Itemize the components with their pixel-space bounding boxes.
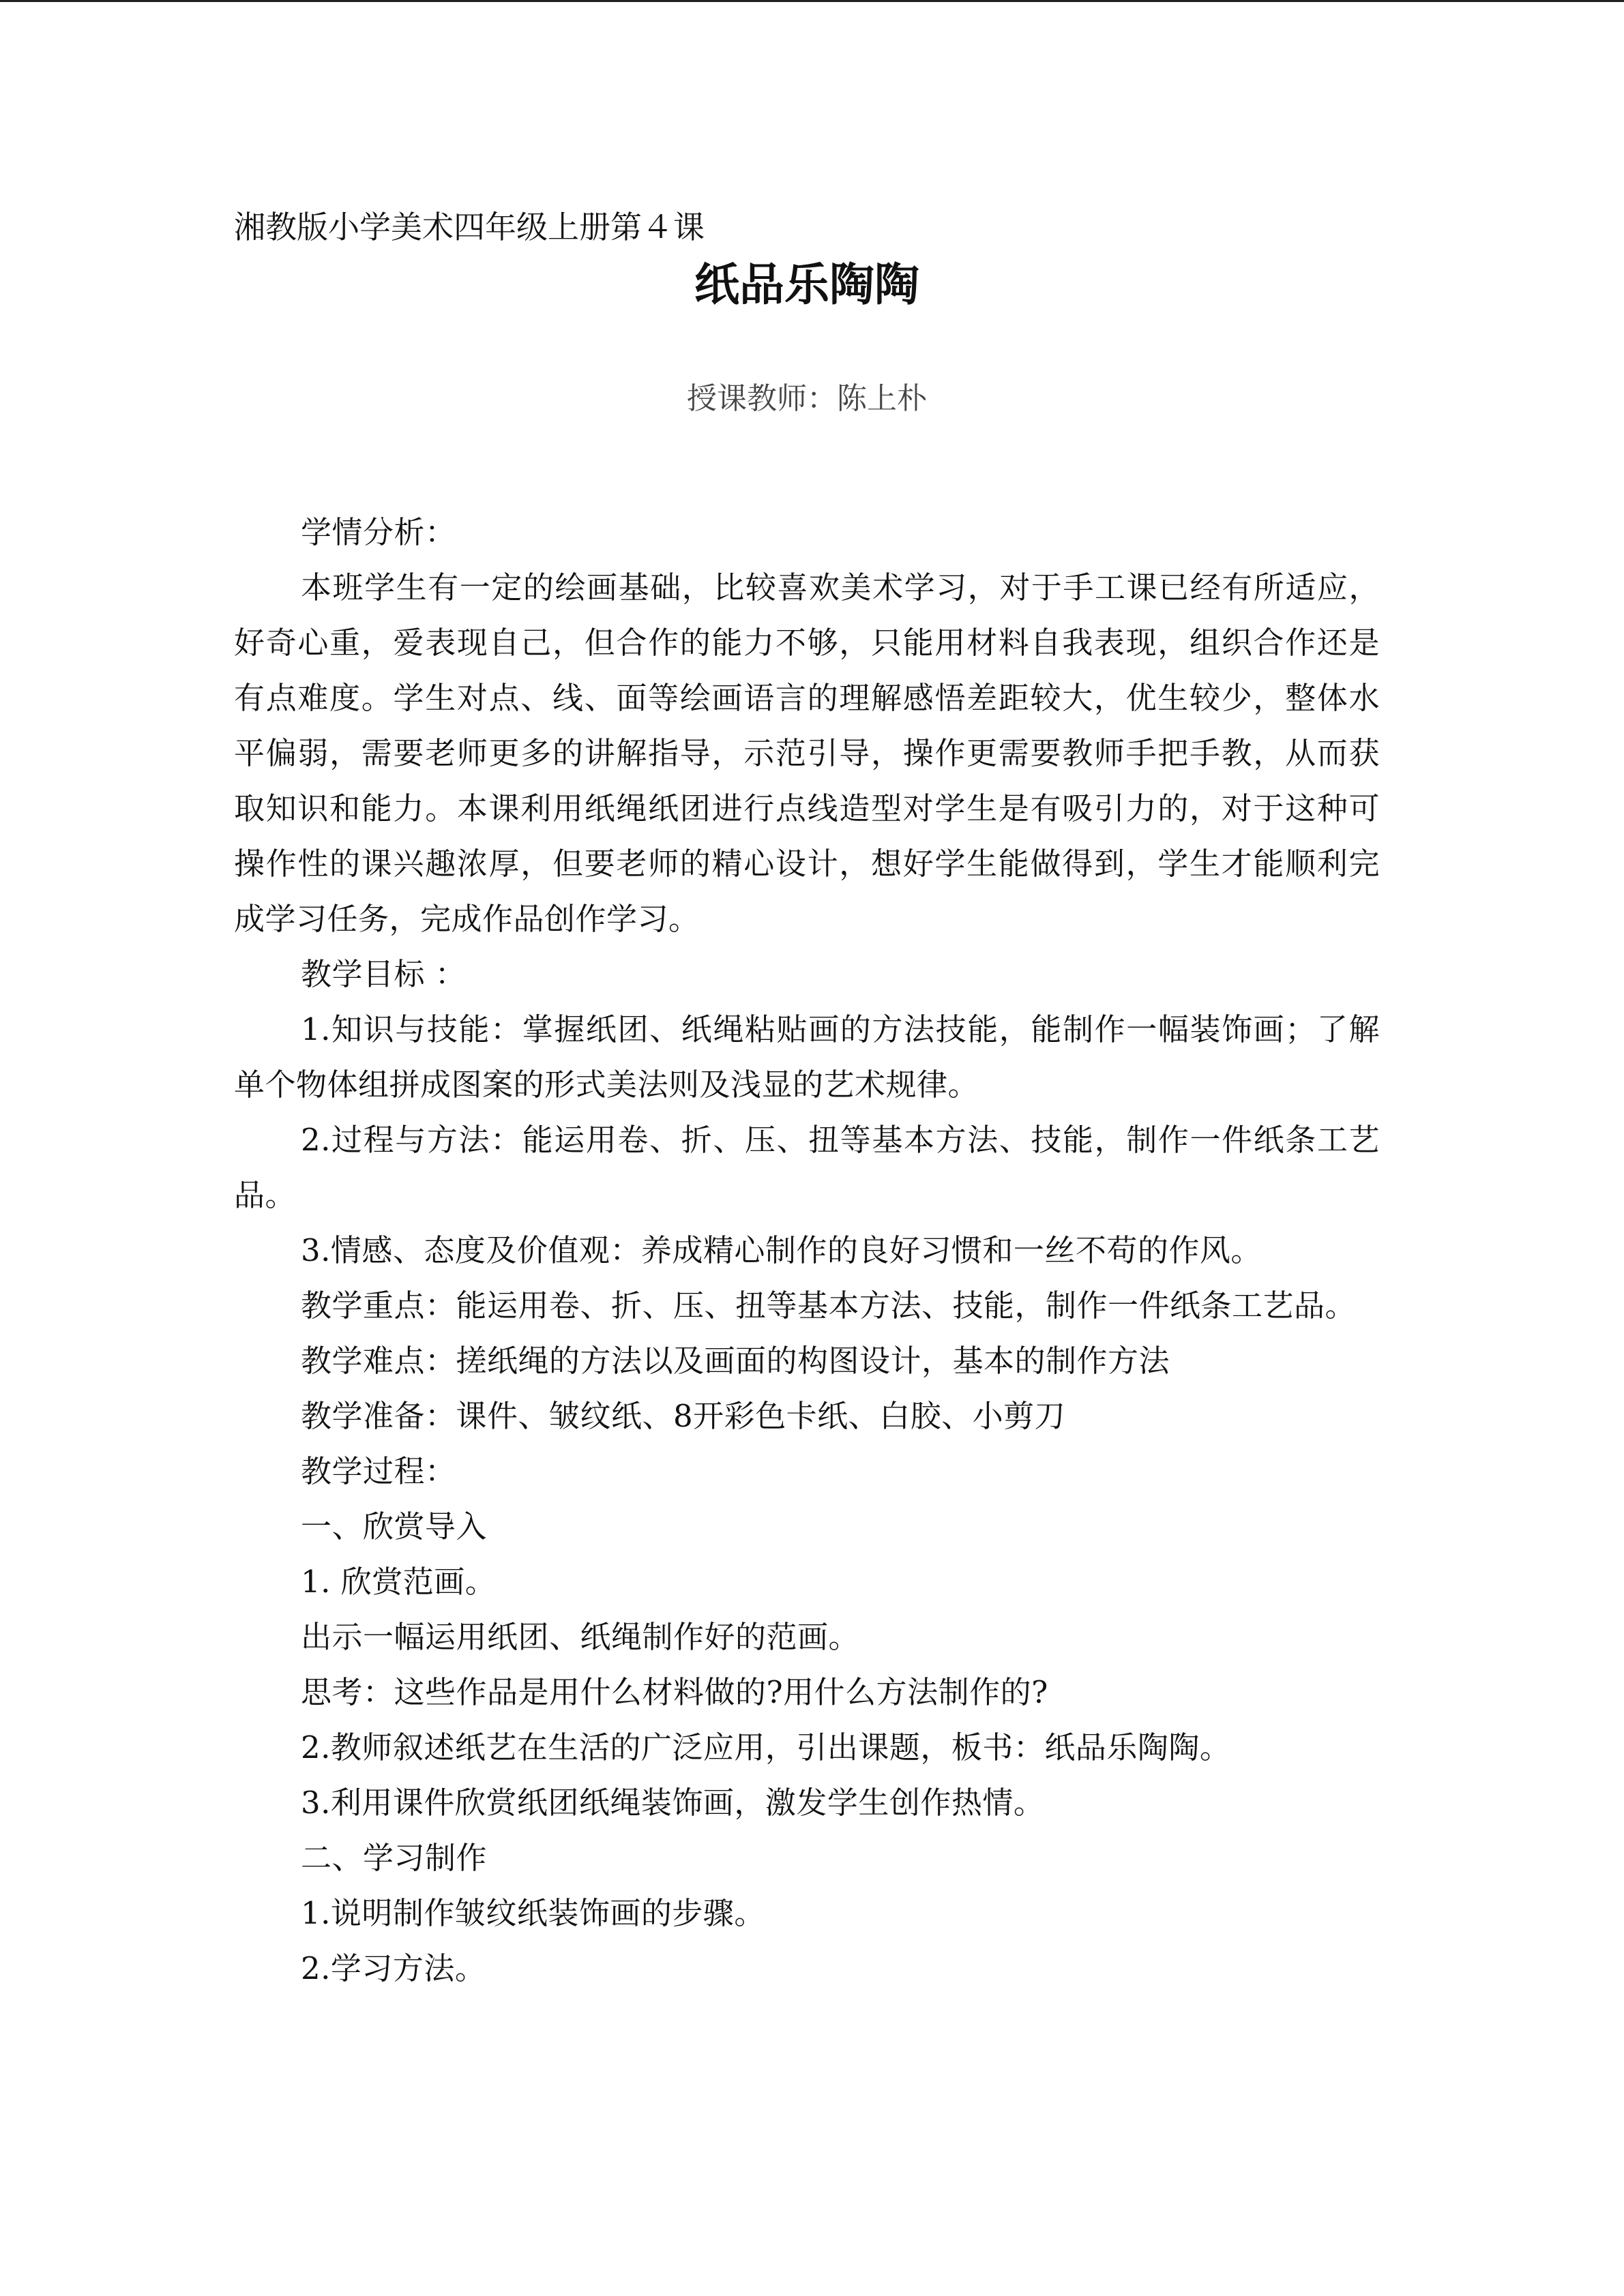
paragraph-step-1-3: 3.利用课件欣赏纸团纸绳装饰画，激发学生创作热情。 (301, 1785, 1045, 1821)
document-content (234, 200, 1380, 1996)
paragraph-preparation: 教学准备：课件、皱纹纸、8开彩色卡纸、白胶、小剪刀 (301, 1398, 1066, 1434)
paragraph-objective-2: 2.过程与方法：能运用卷、折、压、扭等基本方法、技能，制作一件纸条工艺品。 (234, 1122, 1380, 1213)
paragraph-difficulty: 教学难点：搓纸绳的方法以及画面的构图设计，基本的制作方法 (301, 1343, 1170, 1379)
document-title: 纸品乐陶陶 (694, 258, 919, 311)
paragraph-step-2-2: 2.学习方法。 (301, 1950, 486, 1986)
paragraph-step-1-1-question: 思考：这些作品是用什么材料做的?用什么方法制作的? (301, 1674, 1048, 1710)
paragraph-key-point: 教学重点：能运用卷、折、压、扭等基本方法、技能，制作一件纸条工艺品。 (301, 1287, 1357, 1324)
paragraph-step-2-1: 1.说明制作皱纹纸装饰画的步骤。 (301, 1895, 765, 1931)
paragraph-section-1-heading: 一、欣赏导入 (301, 1508, 488, 1545)
paragraph-step-1-2: 2.教师叙述纸艺在生活的广泛应用，引出课题，板书：纸品乐陶陶。 (301, 1729, 1231, 1765)
paragraph-learning-analysis-heading: 学情分析： (301, 514, 456, 550)
paragraph-step-1-1-detail: 出示一幅运用纸团、纸绳制作好的范画。 (301, 1619, 860, 1655)
paragraph-section-2-heading: 二、学习制作 (301, 1840, 488, 1876)
document-body (234, 505, 1380, 1996)
paragraph-learning-analysis: 本班学生有一定的绘画基础，比较喜欢美术学习，对于手工课已经有所适应，好奇心重，爱表现自己，但合作的能力不够，只能用材料自我表现，组织合作还是有点难度。学生对点、线、面等绘画语言的理解感悟差距较大，优生较少，整体水平偏弱，需要老师更多的讲解指导，示范引导，操作更需要教师手把手教，从而获取知识和能力。本课利用纸绳纸团进行点线造型对学生是有吸引力的，对于这种可操作性的课兴趣浓厚，但要老师的精心设计，想好学生能做得到，学生才能顺利完成学习任务，完成作品创作学习。 (234, 569, 1380, 937)
paragraph-process-heading: 教学过程： (301, 1453, 456, 1489)
teacher-line: 授课教师：陈上朴 (687, 381, 927, 416)
paragraph-objectives-heading: 教学目标 ： (301, 956, 467, 992)
paragraph-objective-3: 3.情感、态度及价值观：养成精心制作的良好习惯和一丝不苟的作风。 (301, 1232, 1262, 1268)
paragraph-objective-1: 1.知识与技能：掌握纸团、纸绳粘贴画的方法技能，能制作一幅装饰画；了解单个物体组拼成图案的形式美法则及浅显的艺术规律。 (234, 1011, 1380, 1103)
paragraph-step-1-1: 1. 欣赏范画。 (301, 1564, 497, 1600)
series-line: 湘教版小学美术四年级上册第４课 (234, 209, 705, 245)
